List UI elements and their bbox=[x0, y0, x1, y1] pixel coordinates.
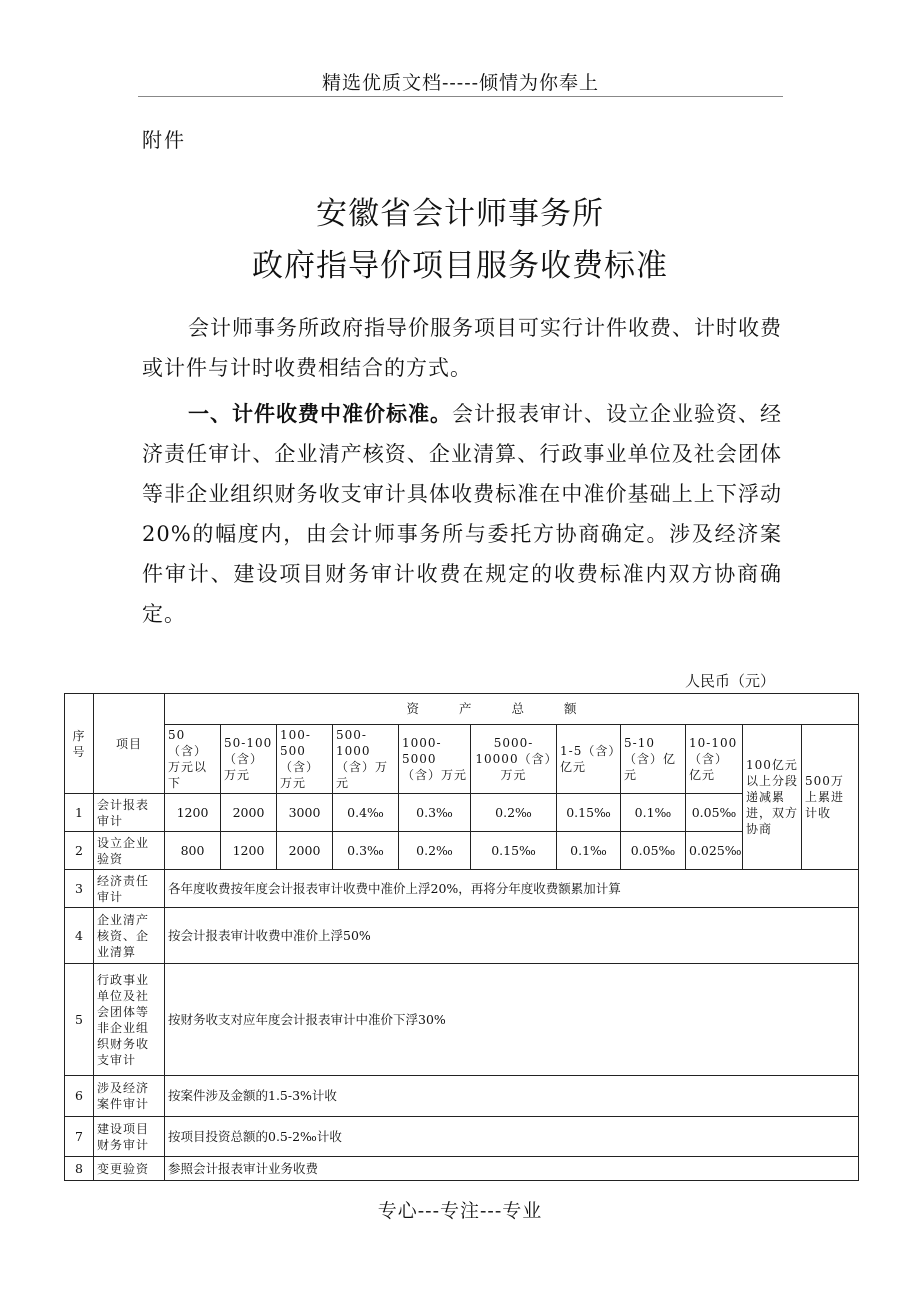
table-header-row-1 bbox=[65, 694, 859, 725]
table-row bbox=[65, 964, 859, 1076]
fee-cell: 0.3‰ bbox=[333, 832, 399, 870]
row-item: 变更验资 bbox=[94, 1157, 165, 1181]
seq-header: 序号 bbox=[65, 694, 94, 794]
fee-cell: 1200 bbox=[165, 794, 221, 832]
table-row bbox=[65, 832, 859, 870]
page-header: 精选优质文档-----倾情为你奉上 bbox=[321, 72, 600, 94]
fee-cell: 0.15‰ bbox=[557, 794, 621, 832]
tier-header: 10-100（含）亿元 bbox=[686, 725, 743, 794]
tier-header-over-100: 100亿元以上分段递减累进，双方协商 bbox=[743, 725, 802, 870]
tier-header: 5-10（含）亿元 bbox=[621, 725, 686, 794]
document-title-line2: 政府指导价项目服务收费标准 bbox=[252, 248, 668, 284]
tier-header: 500-1000（含）万元 bbox=[333, 725, 399, 794]
fee-standard-table bbox=[64, 693, 859, 1181]
fee-cell: 0.3‰ bbox=[399, 794, 471, 832]
table-row bbox=[65, 908, 859, 964]
section-one-heading: 一、计件收费中准价标准。 bbox=[188, 402, 452, 426]
fee-cell: 0.1‰ bbox=[621, 794, 686, 832]
fee-cell: 0.15‰ bbox=[471, 832, 557, 870]
fee-cell: 0.4‰ bbox=[333, 794, 399, 832]
row-item: 行政事业单位及社会团体等非企业组织财务收支审计 bbox=[94, 964, 165, 1076]
total-assets-header: 资产总额 bbox=[165, 694, 859, 725]
row-item: 企业清产核资、企业清算 bbox=[94, 908, 165, 964]
row-seq: 1 bbox=[65, 794, 94, 832]
row-seq: 8 bbox=[65, 1157, 94, 1181]
table-row bbox=[65, 870, 859, 908]
fee-cell: 0.2‰ bbox=[399, 832, 471, 870]
tier-header: 1-5（含）亿元 bbox=[557, 725, 621, 794]
attachment-label: 附件 bbox=[142, 128, 186, 152]
item-header: 项目 bbox=[94, 694, 165, 794]
extra-progressive-note: 500万上累进计收 bbox=[802, 725, 859, 870]
document-title-line1: 安徽省会计师事务所 bbox=[316, 196, 604, 232]
fee-cell: 1200 bbox=[221, 832, 277, 870]
tier-header: 1000-5000（含）万元 bbox=[399, 725, 471, 794]
row-item: 经济责任审计 bbox=[94, 870, 165, 908]
header-divider bbox=[138, 96, 783, 97]
row-seq: 6 bbox=[65, 1076, 94, 1117]
fee-cell: 3000 bbox=[277, 794, 333, 832]
tier-header: 50-100（含）万元 bbox=[221, 725, 277, 794]
fee-cell: 0.05‰ bbox=[621, 832, 686, 870]
row-seq: 4 bbox=[65, 908, 94, 964]
row-item: 涉及经济案件审计 bbox=[94, 1076, 165, 1117]
page-footer: 专心---专注---专业 bbox=[377, 1200, 543, 1222]
row-description: 各年度收费按年度会计报表审计收费中准价上浮20%，再将分年度收费额累加计算 bbox=[165, 870, 859, 908]
row-seq: 5 bbox=[65, 964, 94, 1076]
row-description: 按案件涉及金额的1.5-3%计收 bbox=[165, 1076, 859, 1117]
fee-cell: 0.2‰ bbox=[471, 794, 557, 832]
table-row bbox=[65, 1157, 859, 1181]
row-description: 参照会计报表审计业务收费 bbox=[165, 1157, 859, 1181]
fee-cell: 2000 bbox=[277, 832, 333, 870]
row-item: 会计报表审计 bbox=[94, 794, 165, 832]
row-description: 按会计报表审计收费中准价上浮50% bbox=[165, 908, 859, 964]
tier-header: 100-500（含）万元 bbox=[277, 725, 333, 794]
table-row bbox=[65, 1076, 859, 1117]
row-seq: 2 bbox=[65, 832, 94, 870]
section-one-body: 会计报表审计、设立企业验资、经济责任审计、企业清产核资、企业清算、行政事业单位及社会团体等非企业组织财务收支审计具体收费标准在中准价基础上上下浮动20%的幅度内，由会计师事务所与委托方协商确定。涉及经济案件审计、建设项目财务审计收费在规定的收费标准内双方协商确定。 bbox=[142, 402, 782, 626]
table-header-row-2 bbox=[65, 725, 859, 794]
row-description: 按项目投资总额的0.5-2‰计收 bbox=[165, 1117, 859, 1157]
row-seq: 7 bbox=[65, 1117, 94, 1157]
fee-cell: 0.05‰ bbox=[686, 794, 743, 832]
table-row bbox=[65, 1117, 859, 1157]
intro-paragraph: 会计师事务所政府指导价服务项目可实行计件收费、计时收费或计件与计时收费相结合的方式。 bbox=[142, 316, 782, 380]
fee-cell: 2000 bbox=[221, 794, 277, 832]
fee-cell: 0.025‰ bbox=[686, 832, 743, 870]
currency-note: 人民币（元） bbox=[684, 672, 775, 690]
tier-header: 5000-10000（含）万元 bbox=[471, 725, 557, 794]
row-description: 按财务收支对应年度会计报表审计中准价下浮30% bbox=[165, 964, 859, 1076]
row-item: 设立企业验资 bbox=[94, 832, 165, 870]
table-row bbox=[65, 794, 859, 832]
row-item: 建设项目财务审计 bbox=[94, 1117, 165, 1157]
fee-cell: 800 bbox=[165, 832, 221, 870]
fee-cell: 0.1‰ bbox=[557, 832, 621, 870]
tier-header: 50（含）万元以下 bbox=[165, 725, 221, 794]
section-one-paragraph bbox=[142, 394, 782, 634]
row-seq: 3 bbox=[65, 870, 94, 908]
